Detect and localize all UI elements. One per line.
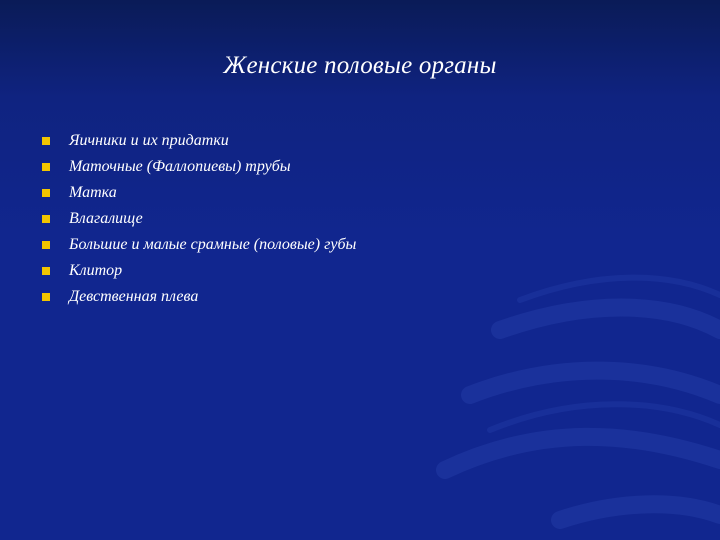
list-item-label: Клитор bbox=[69, 262, 123, 279]
square-bullet-icon bbox=[42, 189, 50, 197]
list-item bbox=[40, 258, 356, 284]
bullet-list bbox=[40, 128, 356, 310]
square-bullet-icon bbox=[42, 241, 50, 249]
list-item-label: Влагалище bbox=[69, 210, 143, 227]
list-item bbox=[40, 180, 356, 206]
list-item bbox=[40, 284, 356, 310]
square-bullet-icon bbox=[42, 267, 50, 275]
list-item-label: Девственная плева bbox=[69, 288, 199, 305]
list-item-label: Матка bbox=[69, 184, 117, 201]
list-item bbox=[40, 206, 356, 232]
list-item-label: Яичники и их придатки bbox=[69, 132, 229, 149]
list-item-label: Большие и малые срамные (половые) губы bbox=[69, 236, 357, 253]
square-bullet-icon bbox=[42, 163, 50, 171]
list-item bbox=[40, 154, 356, 180]
list-item bbox=[40, 232, 356, 258]
slide-title: Женские половые органы bbox=[223, 52, 497, 79]
square-bullet-icon bbox=[42, 293, 50, 301]
list-item-label: Маточные (Фаллопиевы) трубы bbox=[69, 158, 291, 175]
list-item bbox=[40, 128, 356, 154]
square-bullet-icon bbox=[42, 215, 50, 223]
square-bullet-icon bbox=[42, 137, 50, 145]
